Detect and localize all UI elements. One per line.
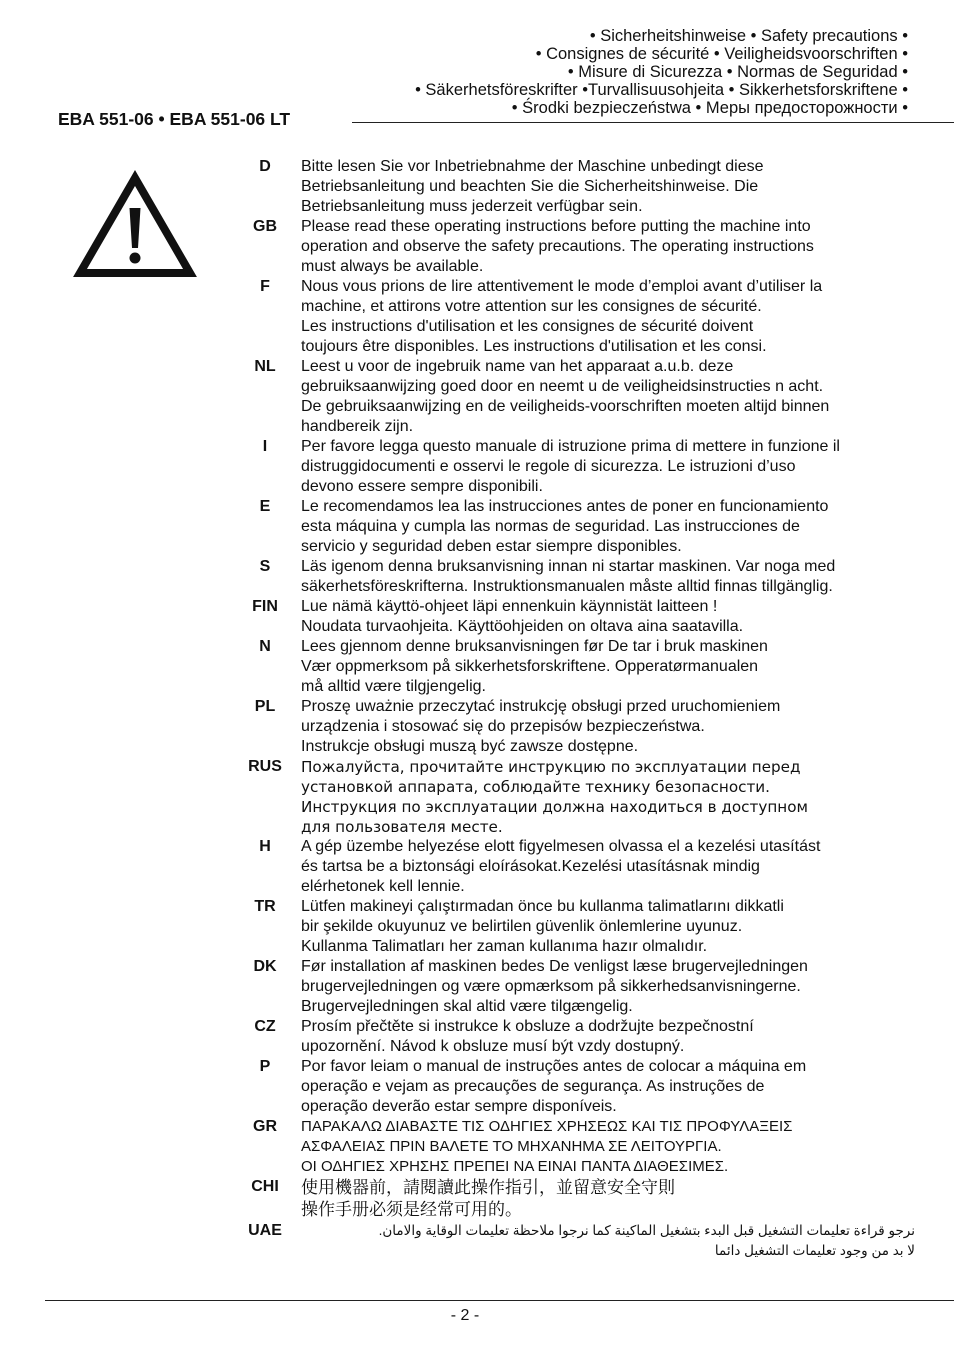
language-code: PL [254,698,276,715]
text-line: Prosím přečtěte si instrukce k obsluze a dodržujte bezpečnostní [301,1018,754,1035]
text-line: Per favore legga questo manuale di istruzione prima di mettere in funzione il [301,438,840,455]
language-code: E [259,498,271,515]
language-code: P [259,1058,271,1075]
text-line: devono essere sempre disponibili. [301,478,543,495]
text-line: Le recomendamos lea las instrucciones antes de poner en funcionamiento [301,498,829,515]
language-code: D [259,158,271,175]
text-line: operação deverão estar sempre disponíveis. [301,1098,617,1115]
text-line: Før installation af maskinen bedes De venligst læse brugervejledningen [301,958,808,975]
text-line: Kullanma Talimatları her zaman kullanıma hazır olmalıdır. [301,938,708,955]
entry-cz [240,1017,915,1057]
entry-p [240,1057,915,1117]
text-line: upozornění. Návod k obsluze musí být vzdy dostupný. [301,1038,685,1055]
text-line: és tartsa be a biztonsági eloírásokat.Kezelési utasításnak mindig [301,858,760,875]
entry-text [290,637,915,697]
text-line: Noudata turvaohjeita. Käyttöohjeiden on oltava aina saatavilla. [301,618,744,635]
text-line: Vær oppmerksom på sikkerhetsforskriftene. Opperatørmanualen [301,658,759,675]
entry-e [240,497,915,557]
text-line: Betriebsanleitung und beachten Sie die Sicherheitshinweise. Die [301,178,759,195]
entry-text [290,277,915,357]
text-line: servicio y seguridad deben estar siempre disponibles. [301,538,682,555]
entry-text [290,837,915,897]
text-line: Läs igenom denna bruksanvisning innan ni startar maskinen. Var noga med [301,558,836,575]
text-line: must always be available. [301,258,484,275]
text-line: distruggidocumenti e osservi le regole di sicurezza. Le istruzioni d’uso [301,458,796,475]
text-line: 操作手册必须是经常可用的。 [301,1200,522,1219]
language-code: CZ [254,1018,276,1035]
text-line: Betriebsanleitung muss jederzeit verfügbar sein. [301,198,643,215]
text-line: Bitte lesen Sie vor Inbetriebnahme der Maschine unbedingt diese [301,158,764,175]
text-line: må alltid være tilgjengelig. [301,678,486,695]
language-code: TR [254,898,276,915]
text-line: toujours être disponibles. Les instructions d'utilisation et les consi. [301,338,767,355]
text-line: Leest u voor de ingebruik name van het apparaat a.u.b. deze [301,358,734,375]
text-line: 使用機器前，請閱讀此操作指引，並留意安全守則 [301,1178,675,1197]
footer-rule [45,1300,954,1301]
language-code: RUS [248,758,282,775]
warning-triangle-icon [73,170,197,280]
text-line: A gép üzembe helyezése elott figyelmesen olvassa el a kezelési utasítást [301,838,821,855]
entry-text [290,697,915,757]
language-code: GB [253,218,277,235]
text-line: ΟΙ ΟΔΗΓΙΕΣ ΧΡΗΣΗΣ ΠΡΕΠΕΙ ΝΑ ΕΙΝΑΙ ΠΑΝΤΑ ΔΙΑΘΕΣΙΜΕΣ. [301,1158,729,1175]
header-rule [352,122,954,123]
entry-fin [240,597,915,637]
entry-d [240,157,915,217]
text-line: установкой аппарата, соблюдайте технику безопасности. [301,778,771,796]
text-line: elérhetonek kell lennie. [301,878,465,895]
text-line: Инструкция по эксплуатации должна находиться в доступном [301,798,808,816]
language-code: NL [254,358,276,375]
entry-text [290,357,915,437]
entry-rus [240,757,915,837]
text-line: machine, et attirons votre attention sur les consignes de sécurité. [301,298,762,315]
text-line: brugervejledningen og være opmærksom på sikkerhedsanvisningerne. [301,978,801,995]
text-line: Por favor leiam o manual de instruções antes de colocar a máquina em [301,1058,807,1075]
text-line: для пользователя месте. [301,818,503,836]
entry-text [290,897,915,957]
text-line: De gebruiksaanwijzing en de veiligheids-voorschriften moeten altijd binnen [301,398,830,415]
text-line: Please read these operating instructions before putting the machine into [301,218,811,235]
text-line: Пожалуйста, прочитайте инструкцию по эксплуатации перед [301,758,801,776]
text-line: handbereik zijn. [301,418,414,435]
header-line: • Säkerhetsföreskrifter •Turvallisuusohjeita • Sikkerhetsforskriftene • [415,81,908,99]
header-line: • Misure di Sicurezza • Normas de Seguridad • [567,63,908,81]
entry-text [290,1177,915,1221]
entry-text [290,217,915,277]
text-line: Brugervejledningen skal altid være tilgængelig. [301,998,633,1015]
entry-nl [240,357,915,437]
entry-text [290,437,915,497]
language-code: GR [253,1118,277,1135]
entry-text [290,157,915,217]
header-line: • Środki bezpieczeństwa • Меры предосторожности • [511,99,908,117]
text-line: esta máquina y cumpla las normas de seguridad. Las instrucciones de [301,518,800,535]
entry-n [240,637,915,697]
entry-h [240,837,915,897]
text-line: نرجو قراءة تعليمات التشغيل قبل البدء بتشغيل الماكينة كما نرجوا ملاحظة تعليمات الوقاية والامان. [378,1223,915,1238]
entry-s [240,557,915,597]
language-code: S [259,558,271,575]
text-line: Les instructions d'utilisation et les consignes de sécurité doivent [301,318,754,335]
text-line: Nous vous prions de lire attentivement le mode d’emploi avant d’utiliser la [301,278,823,295]
model-title: EBA 551-06 • EBA 551-06 LT [58,109,291,129]
text-line: ΑΣΦΑΛΕΙΑΣ ΠΡΙΝ ΒΑΛΕΤΕ ΤΟ ΜΗΧΑΝΗΜΑ ΣΕ ΛΕΙΤΟΥΡΓΙΑ. [301,1138,722,1155]
text-line: ΠΑΡΑΚΑΛΩ ΔΙΑΒΑΣΤΕ ΤΙΣ ΟΔΗΓΙΕΣ ΧΡΗΣΕΩΣ ΚΑΙ ΤΙΣ ΠΡΟΦΥΛΑΞΕΙΣ [301,1118,793,1135]
entry-text [290,1057,915,1117]
text-line: Instrukcje obsługi muszą być zawsze dostępne. [301,738,639,755]
entry-text [290,597,915,637]
language-code: I [262,438,268,455]
entry-text [290,497,915,557]
language-code: CHI [251,1178,279,1195]
entry-tr [240,897,915,957]
header-line: • Sicherheitshinweise • Safety precautions • [589,27,908,45]
entry-gr [240,1117,915,1177]
entry-text [290,1221,915,1261]
header-line: • Consignes de sécurité • Veiligheidsvoorschriften • [535,45,908,63]
entry-uae [240,1221,915,1261]
entry-f [240,277,915,357]
instruction-list [240,157,915,1261]
entry-i [240,437,915,497]
language-code: F [260,278,270,295]
text-line: bir şekilde okuyunuz ve belirtilen güvenlik önlemlerine uyunuz. [301,918,743,935]
text-line: Lütfen makineyi çalıştırmadan önce bu kullanma talimatlarını dikkatli [301,898,784,915]
language-code: DK [253,958,277,975]
entry-text [290,757,915,837]
text-line: Proszę uważnie przeczytać instrukcję obsługi przed uruchomieniem [301,698,781,715]
entry-gb [240,217,915,277]
entry-dk [240,957,915,1017]
language-code: FIN [252,598,278,615]
text-line: operação e vejam as precauções de segurança. As instruções de [301,1078,765,1095]
text-line: säkerhetsföreskrifterna. Instruktionsmanualen måste alltid finnas tillgänglig. [301,578,833,595]
language-code: UAE [248,1222,282,1239]
language-code: H [259,838,271,855]
entry-chi [240,1177,915,1221]
text-line: urządzenia i stosować się do przepisów bezpieczeństwa. [301,718,705,735]
page-number: - 2 - [450,1307,480,1324]
text-line: operation and observe the safety precautions. The operating instructions [301,238,814,255]
text-line: Lue nämä käyttö-ohjeet läpi ennenkuin käynnistät laitteen ! [301,598,718,615]
entry-pl [240,697,915,757]
entry-text [290,557,915,597]
entry-text [290,1017,915,1057]
text-line: gebruiksaanwijzing goed door en neemt u de veiligheidsinstructies n acht. [301,378,824,395]
text-line: لا بد من وجود تعليمات التشغيل دائما [714,1243,915,1258]
header-safety-titles [208,27,908,117]
text-line: Lees gjennom denne bruksanvisningen før De tar i bruk maskinen [301,638,768,655]
entry-text [290,957,915,1017]
language-code: N [259,638,271,655]
entry-text [290,1117,915,1177]
